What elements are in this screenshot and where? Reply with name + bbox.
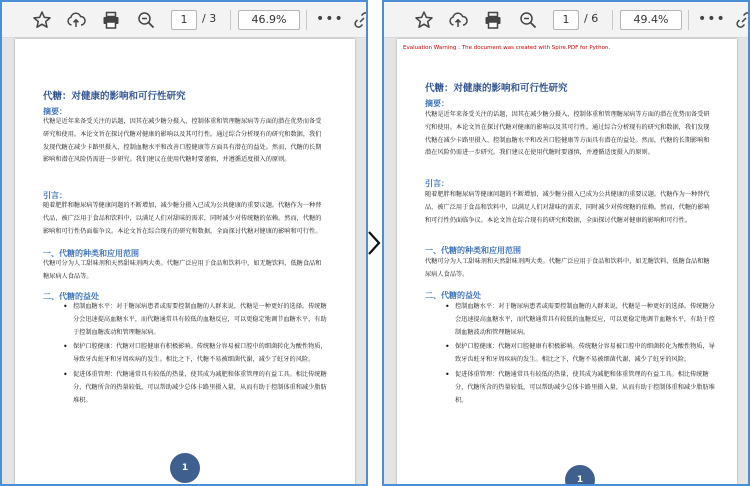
benefits-list (63, 301, 331, 409)
list-item: • 促进体重管理：代糖通常具有较低的热量，使其成为减肥和体重管理的有益工具。相比传统糖分，代糖所含的热量较低，可以帮助减少总体卡路里摄入量，从而有助于控制体重和减少脂肪堆积。 (63, 369, 331, 407)
page-number-badge: 1 (170, 453, 200, 483)
abstract-heading: 摘要： (425, 99, 449, 108)
toolbar-divider (306, 10, 307, 30)
abstract-paragraph: 代糖是近年来备受关注的话题，因其在减少糖分摄入、控制体重和管理糖尿病等方面的潜在优势而备受研究和使用。本论文旨在探讨代糖对健康的影响以及其可行性。通过综合分析现有的研究和数据，我们发现代糖在减少卡路里摄入、控制血糖水平和改善口腔健康等方面具有潜在的益处。然而，代糖的长期影响和潜在风险仍需进一步研究。我们建议在使用代糖时要谨慎，并遵循适度摄入的原则。 (43, 118, 322, 164)
viewer-toolbar (2, 2, 366, 38)
document-scroll-area[interactable] (2, 39, 366, 486)
list-item: • 保护口腔健康：代糖对口腔健康有积极影响。传统糖分容易被口腔中的细菌转化为酸性物质，导致牙齿蛀牙和牙周疾病的发生。相比之下，代糖不易被细菌代谢，减少了蛀牙的风险。 (445, 341, 717, 367)
zoom-level-field[interactable]: 49.4% (620, 10, 682, 30)
list-item: • 促进体重管理：代糖通常具有较低的热量，使其成为减肥和体重管理的有益工具。相比传统糖分，代糖所含的热量较低，可以帮助减少总体卡路里摄入量，从而有助于控制体重和减少脂肪堆积。 (445, 369, 717, 407)
section1-heading: 一、代糖的种类和应用范围 (425, 246, 521, 255)
zoom-out-icon[interactable] (136, 10, 156, 30)
more-icon[interactable]: ••• (316, 11, 344, 27)
section1-paragraph: 代糖可分为人工甜味剂和天然甜味剂两大类。代糖广泛应用于食品和饮料中，如无糖饮料、低糖食品和糖尿病人食品等。 (43, 260, 322, 280)
page-total-label: / 3 (202, 12, 217, 25)
pdf-viewer-left (0, 0, 368, 486)
document-scroll-area[interactable] (384, 39, 748, 486)
star-icon[interactable] (32, 10, 52, 30)
list-item: • 控制血糖水平：对于糖尿病患者或需要控制血糖的人群来说，代糖是一种更好的选择。传统糖分会迅速提高血糖水平，而代糖通常具有较低的血糖反应，可以更稳定地调节血糖水平，有助于控制血糖波动和管理糖尿病。 (63, 301, 331, 339)
document-title: 代糖：对健康的影响和可行性研究 (425, 83, 568, 94)
page-number-input[interactable]: 1 (171, 10, 197, 30)
toolbar-divider (230, 10, 231, 30)
link-icon[interactable] (734, 10, 750, 30)
more-icon[interactable]: ••• (698, 11, 726, 27)
print-icon[interactable] (101, 10, 121, 30)
pdf-page (15, 39, 355, 486)
abstract-paragraph: 代糖是近年来备受关注的话题，因其在减少糖分摄入、控制体重和管理糖尿病等方面的潜在优势而备受研究和使用。本论文旨在探讨代糖对健康的影响以及其可行性。通过综合分析现有的研究和数据，我们发现代糖在减少卡路里摄入、控制血糖水平和改善口腔健康等方面具有潜在的益处。然而，代糖的长期影响和潜在风险仍需进一步研究。我们建议在使用代糖时要谨慎，并遵循适度摄入的原则。 (425, 111, 710, 157)
section2-heading: 二、代糖的益处 (425, 291, 481, 300)
section1-heading: 一、代糖的种类和应用范围 (43, 249, 139, 258)
toolbar-divider (688, 10, 689, 30)
document-title: 代糖：对健康的影响和可行性研究 (43, 91, 186, 102)
print-icon[interactable] (483, 10, 503, 30)
chevron-right-icon (366, 230, 382, 256)
pdf-viewer-right (382, 0, 750, 486)
page-number-badge: 1 (565, 465, 595, 486)
zoom-level-field[interactable]: 46.9% (238, 10, 300, 30)
intro-paragraph: 随着肥胖和糖尿病等健康问题的不断增加，减少糖分摄入已成为公共健康的重要议题。代糖作为一种替代品，被广泛用于食品和饮料中，以满足人们对甜味的需求，同时减少对传统糖的依赖。然而，代糖的影响和可行性仍面临争议。本论文旨在综合现有的研究和数据，全面探讨代糖对健康的影响和可行性。 (425, 191, 710, 224)
abstract-heading: 摘要： (43, 107, 67, 116)
upload-cloud-icon[interactable] (66, 10, 86, 30)
viewer-toolbar (384, 2, 748, 38)
intro-heading: 引言： (425, 179, 449, 188)
page-total-label: / 6 (584, 12, 599, 25)
pdf-page (397, 39, 737, 486)
page-number-input[interactable]: 1 (553, 10, 579, 30)
list-item: • 保护口腔健康：代糖对口腔健康有积极影响。传统糖分容易被口腔中的细菌转化为酸性物质，导致牙齿蛀牙和牙周疾病的发生。相比之下，代糖不易被细菌代谢，减少了蛀牙的风险。 (63, 341, 331, 367)
section1-paragraph: 代糖可分为人工甜味剂和天然甜味剂两大类。代糖广泛应用于食品和饮料中，如无糖饮料、低糖食品和糖尿病人食品等。 (425, 258, 710, 278)
section2-heading: 二、代糖的益处 (43, 292, 99, 301)
evaluation-warning: Evaluation Warning : The document was created with Spire.PDF for Python. (403, 45, 611, 51)
toolbar-divider (612, 10, 613, 30)
intro-heading: 引言： (43, 191, 67, 200)
upload-cloud-icon[interactable] (448, 10, 468, 30)
star-icon[interactable] (414, 10, 434, 30)
zoom-out-icon[interactable] (518, 10, 538, 30)
link-icon[interactable] (352, 10, 368, 30)
benefits-list (445, 301, 717, 409)
list-item: • 控制血糖水平：对于糖尿病患者或需要控制血糖的人群来说，代糖是一种更好的选择。传统糖分会迅速提高血糖水平，而代糖通常具有较低的血糖反应，可以更稳定地调节血糖水平，有助于控制血糖波动和管理糖尿病。 (445, 301, 717, 339)
intro-paragraph: 随着肥胖和糖尿病等健康问题的不断增加，减少糖分摄入已成为公共健康的重要议题。代糖作为一种替代品，被广泛用于食品和饮料中，以满足人们对甜味的需求，同时减少对传统糖的依赖。然而，代糖的影响和可行性仍面临争议。本论文旨在综合现有的研究和数据，全面探讨代糖对健康的影响和可行性。 (43, 202, 322, 235)
